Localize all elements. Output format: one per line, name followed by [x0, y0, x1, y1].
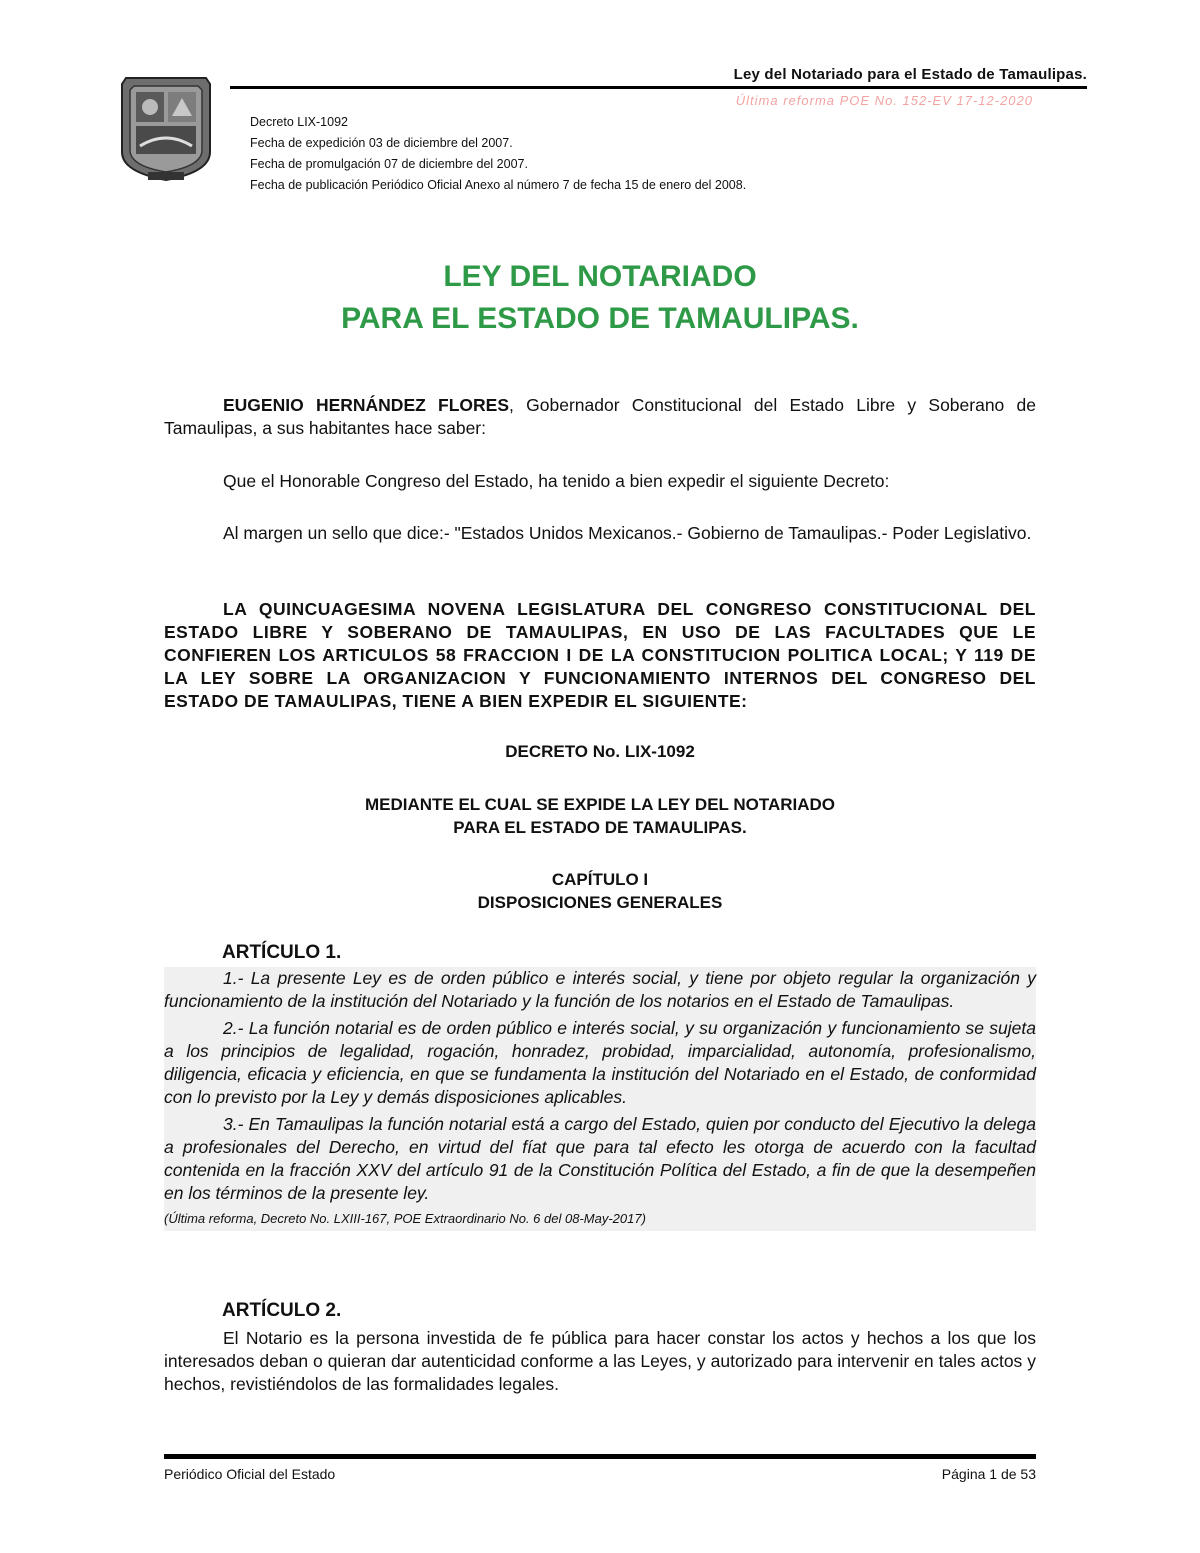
article-2-body: El Notario es la persona investida de fe pública para hacer constar los actos y hechos a los que los interesados deban o quieran dar autenticidad conforme a las Leyes, y autorizado para intervenir en tales actos y hechos, revistiéndolos de las formalidades legales. [164, 1328, 1036, 1394]
header-title: Ley del Notariado para el Estado de Tamaulipas. [733, 66, 1087, 83]
article-1-fraction-1: 1.- La presente Ley es de orden público e interés social, y tiene por objeto regular la organización y funcionamiento de la institución del Notariado y la función de los notarios en el Estado de Tamaulipas. [164, 968, 1036, 1011]
title-line-2: PARA EL ESTADO DE TAMAULIPAS. [341, 302, 859, 335]
decree-subject [164, 793, 1036, 839]
seal-paragraph: Al margen un sello que dice:- "Estados Unidos Mexicanos.- Gobierno de Tamaulipas.- Poder Legislativo. [223, 523, 1032, 543]
promulgation-date: Fecha de promulgación 07 de diciembre del 2007. [250, 157, 528, 171]
header-rule [230, 86, 1087, 89]
congress-paragraph: Que el Honorable Congreso del Estado, ha tenido a bien expedir el siguiente Decreto: [223, 471, 890, 491]
governor-text: , Gobernador Constitucional del Estado Libre y Soberano de Tamaulipas, a sus habitantes hace saber: [164, 395, 1036, 438]
expedition-date: Fecha de expedición 03 de diciembre del 2007. [250, 136, 513, 150]
publication-date: Fecha de publicación Periódico Oficial Anexo al número 7 de fecha 15 de enero del 2008. [250, 178, 747, 192]
article-1-body [164, 967, 1036, 1231]
article-1-fraction-2: 2.- La función notarial es de orden público e interés social, y su organización y funcionamiento se sujeta a los principios de legalidad, rogación, honradez, probidad, imparcialidad, autonomía, profesionalismo, diligencia, eficacia y eficiencia, en que se fundamenta la institución del Notariado en el Estado, de conformidad con lo previsto por la Ley y demás disposiciones aplicables. [164, 1018, 1036, 1107]
chapter-title: DISPOSICIONES GENERALES [477, 893, 723, 912]
decree-metadata [250, 112, 746, 196]
article-1-heading: ARTÍCULO 1. [222, 942, 342, 963]
document-title [164, 256, 1036, 340]
article-1-reform-note: (Última reforma, Decreto No. LXIII-167, POE Extraordinario No. 6 del 08-May-2017) [164, 1211, 646, 1226]
footer-publication: Periódico Oficial del Estado [164, 1466, 336, 1482]
article-2-heading: ARTÍCULO 2. [222, 1300, 342, 1321]
governor-name: EUGENIO HERNÁNDEZ FLORES [223, 395, 510, 415]
article-1-fraction-3: 3.- En Tamaulipas la función notarial está a cargo del Estado, quien por conducto del Ejecutivo la delega a profesionales del Derecho, en virtud del fíat que para tal efecto les otorga de acuerdo con la facultad contenida en la fracción XXV del artículo 91 de la Constitución Política del Estado, a fin de que la desempeñen en los términos de la presente ley. [164, 1114, 1036, 1203]
page-number: Página 1 de 53 [941, 1466, 1036, 1482]
footer-rule [164, 1454, 1036, 1459]
title-line-1: LEY DEL NOTARIADO [443, 260, 757, 293]
chapter-heading [164, 868, 1036, 914]
decree-number: Decreto LIX-1092 [250, 115, 348, 129]
legislature-paragraph: LA QUINCUAGESIMA NOVENA LEGISLATURA DEL CONGRESO CONSTITUCIONAL DEL ESTADO LIBRE Y SOBERANO DE TAMAULIPAS, EN USO DE LAS FACULTADES QUE LE CONFIEREN LOS ARTICULOS 58 FRACCION I DE LA CONSTITUCION POLITICA LOCAL; Y 119 DE LA LEY SOBRE LA ORGANIZACION Y FUNCIONAMIENTO INTERNOS DEL CONGRESO DEL ESTADO DE TAMAULIPAS, TIENE A BIEN EXPEDIR EL SIGUIENTE: [164, 599, 1036, 711]
decree-subject-line-1: MEDIANTE EL CUAL SE EXPIDE LA LEY DEL NOTARIADO [364, 795, 836, 814]
decree-heading: DECRETO No. LIX-1092 [505, 742, 695, 761]
reform-note: Última reforma POE No. 152-EV 17-12-2020 [735, 93, 1033, 108]
decree-subject-line-2: PARA EL ESTADO DE TAMAULIPAS. [453, 818, 747, 837]
coat-of-arms-icon [118, 72, 214, 184]
governor-paragraph [164, 394, 1036, 440]
chapter-number: CAPÍTULO I [551, 870, 649, 889]
